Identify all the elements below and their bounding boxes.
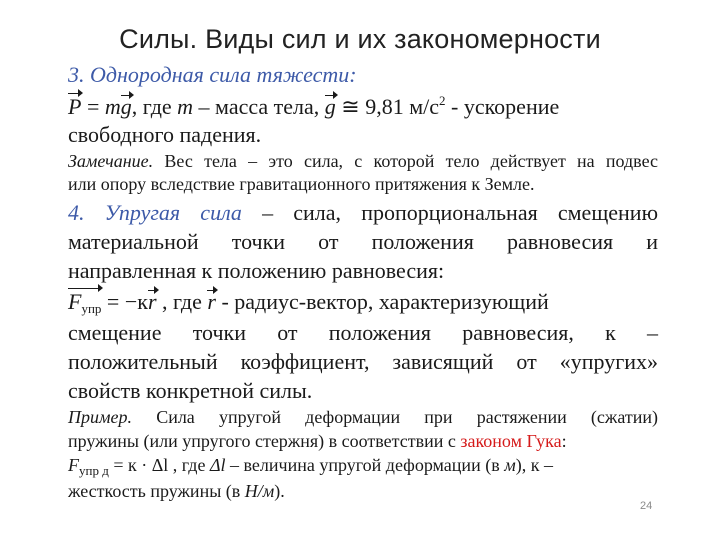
hooke-formula: = к · Δl [113,455,169,475]
note-line-2: или опору вследствие гравитационного притяжения к Земле. [68,174,535,194]
example-line-4 [68,481,658,502]
deformation-text-b: ), к – [515,455,553,475]
slide-title: Силы. Виды сил и их закономерности [119,24,601,54]
vector-g-2: g [324,94,336,119]
vector-g: g [120,94,132,119]
gravity-line-2: свободного падения. [68,122,262,147]
g-exponent: 2 [439,93,446,108]
hooke-law-link[interactable]: законом Гука [460,431,562,451]
note-text-1: Вес тела – это сила, с которой тело действует на подвес [164,151,658,171]
delta-l: Δl [209,455,226,475]
page-number: 24 [640,500,653,512]
example-line-1 [68,407,658,428]
vector-r-2: r [207,289,216,314]
elastic-line-4: свойств конкретной силы. [68,378,313,403]
example-label: Пример. [68,407,132,427]
F-subscript: упр [81,301,102,316]
section-4-heading [68,200,658,226]
mass-description: – масса тела, [198,94,320,119]
colon: : [561,431,567,451]
note-line-1 [68,151,658,172]
F-subscript-2: упр д [79,463,109,478]
where-text-2: , где [162,289,202,314]
unit-n-per-m: Н/м [244,481,275,501]
deformation-text: – величина упругой деформации (в [230,455,500,475]
equals-sign: = [86,94,100,119]
F-symbol-2: F [68,455,79,475]
section-4-number: 4. [68,200,85,225]
mass-var: m [177,94,194,119]
section-4-definition: – сила, пропорциональная смещению [262,200,659,225]
example-text-2: пружины (или упругого стержня) в соответствии с [68,431,456,451]
section-3-title: Однородная сила тяжести: [90,62,357,87]
vector-P: P [68,94,82,119]
example-text-1: Сила упругой деформации при растяжении (сжатии) [156,407,658,427]
acceleration-text: - ускорение [451,94,560,119]
note-label: Замечание. [68,151,154,171]
example-line-2 [68,431,658,452]
elastic-line-3: положительный коэффициент, зависящий от «упругих» [68,349,658,374]
elastic-line-2: смещение точки от положения равновесия, к – [68,320,658,345]
where-text: , где [131,94,172,119]
section-4-line-2: материальной точки от положения равновесия и [68,229,658,254]
vector-r: r [147,289,157,314]
section-3-heading [68,62,658,88]
stiffness-close: ). [274,481,285,501]
section-4-title: Упругая сила [104,200,242,225]
radius-vector-text: - радиус-вектор, характеризующий [221,289,549,314]
section-4-line-3: направленная к положению равновесия: [68,258,445,283]
section-3-number: 3. [68,62,85,87]
gravity-formula-line [68,93,658,120]
unit-m: м [504,455,516,475]
stiffness-text: жесткость пружины (в [68,481,241,501]
elastic-formula-line [68,289,658,317]
vector-F-upr [68,289,101,317]
mass-symbol: m [104,94,121,119]
where-text-3: , где [172,455,206,475]
elastic-equals: = −к [106,289,148,314]
example-formula-line [68,455,658,479]
g-value: ≅ 9,81 м/с [341,94,440,119]
F-symbol: F [68,289,82,314]
